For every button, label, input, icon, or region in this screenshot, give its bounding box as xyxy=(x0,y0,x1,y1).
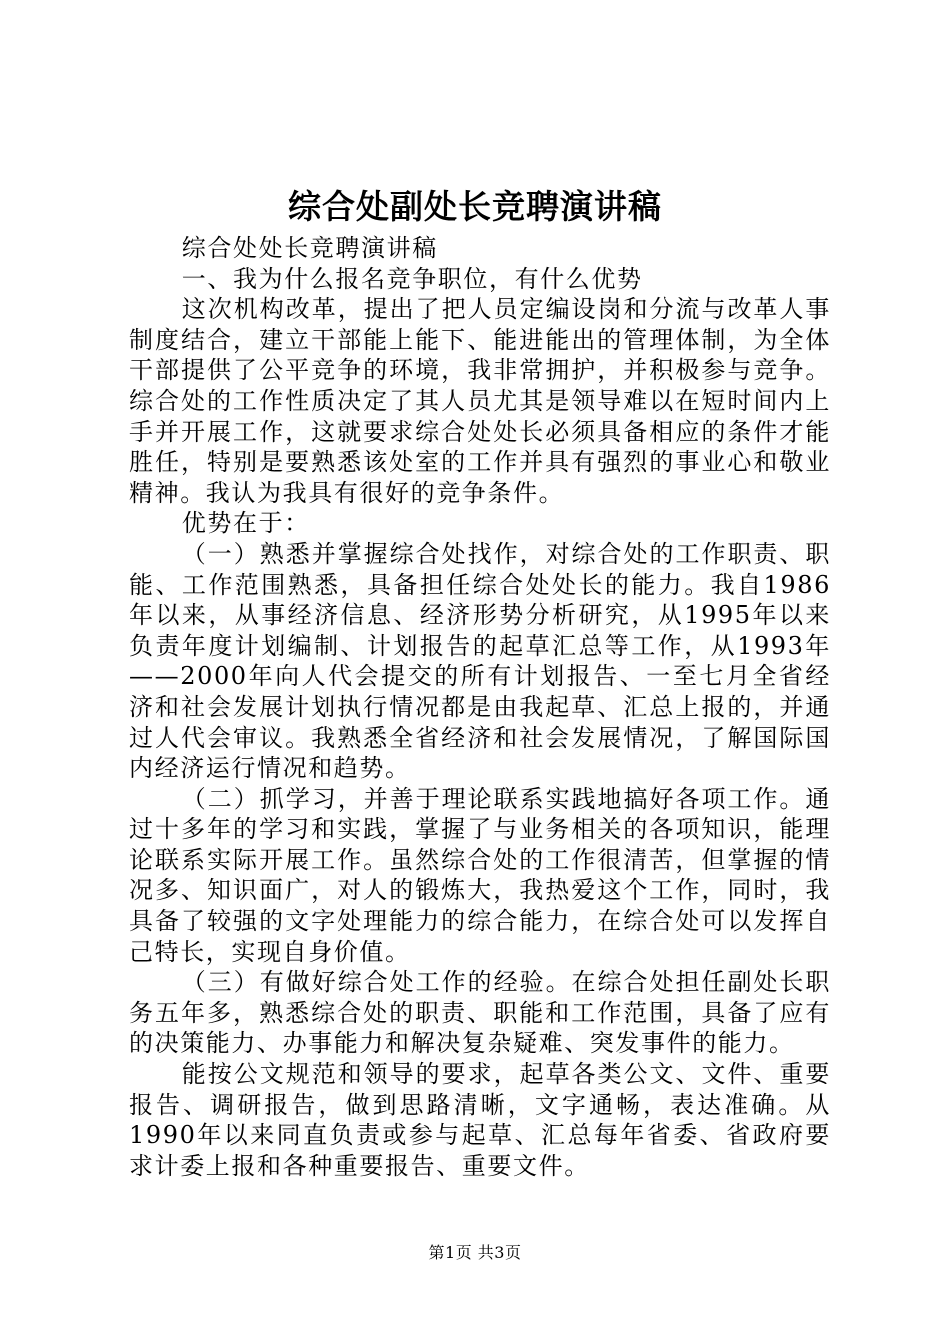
paragraph-advantages-intro: 优势在于： xyxy=(181,509,310,538)
paragraph-subtitle: 综合处处长竞聘演讲稿 xyxy=(181,234,438,262)
paragraph-drafting-ability: 能按公文规范和领导的要求，起草各类公文、文件、重要报告、调研报告，做到思路清晰，文字通畅，表达准确。从1990年以来同直负责或参与起草、汇总每年省委、省政府要求计委上报和各种重要报告、重要文件。 xyxy=(129,1060,831,1180)
paragraph-advantage-2: （二）抓学习，并善于理论联系实践地搞好各项工作。通过十多年的学习和实践，掌握了与业务相关的各项知识，能理论联系实际开展工作。虽然综合处的工作很清苦，但掌握的情况多、知识面广，对人的锻炼大，我热爱这个工作，同时，我具备了较强的文字处理能力的综合能力，在综合处可以发挥自己特长，实现自身价值。 xyxy=(129,784,831,966)
page-footer: 第1页 共3页 xyxy=(428,1243,522,1262)
paragraph-advantage-3: （三）有做好综合处工作的经验。在综合处担任副处长职务五年多，熟悉综合处的职责、职能和工作范围，具备了应有的决策能力、办事能力和解决复杂疑难、突发事件的能力。 xyxy=(129,968,831,1058)
paragraph-section-heading: 一、我为什么报名竞争职位，有什么优势 xyxy=(181,264,643,293)
document-body xyxy=(129,233,831,1181)
paragraph-advantage-1: （一）熟悉并掌握综合处找作，对综合处的工作职责、职能、工作范围熟悉，具备担任综合处处长的能力。我自1986年以来，从事经济信息、经济形势分析研究，从1995年以来负责年度计划编制、计划报告的起草汇总等工作，从1993年——2000年向人代会提交的所有计划报告、一至七月全省经济和社会发展计划执行情况都是由我起草、汇总上报的，并通过人代会审议。我熟悉全省经济和社会发展情况，了解国际国内经济运行情况和趋势。 xyxy=(129,539,831,783)
document-title: 综合处副处长竞聘演讲稿 xyxy=(288,187,662,226)
paragraph-reform: 这次机构改革，提出了把人员定编设岗和分流与改革人事制度结合，建立干部能上能下、能进能出的管理体制，为全体干部提供了公平竞争的环境，我非常拥护，并积极参与竞争。综合处的工作性质决定了其人员尤其是领导难以在短时间内上手并开展工作，这就要求综合处处长必须具备相应的条件才能胜任，特别是要熟悉该处室的工作并具有强烈的事业心和敬业精神。我认为我具有很好的竞争条件。 xyxy=(129,295,831,507)
